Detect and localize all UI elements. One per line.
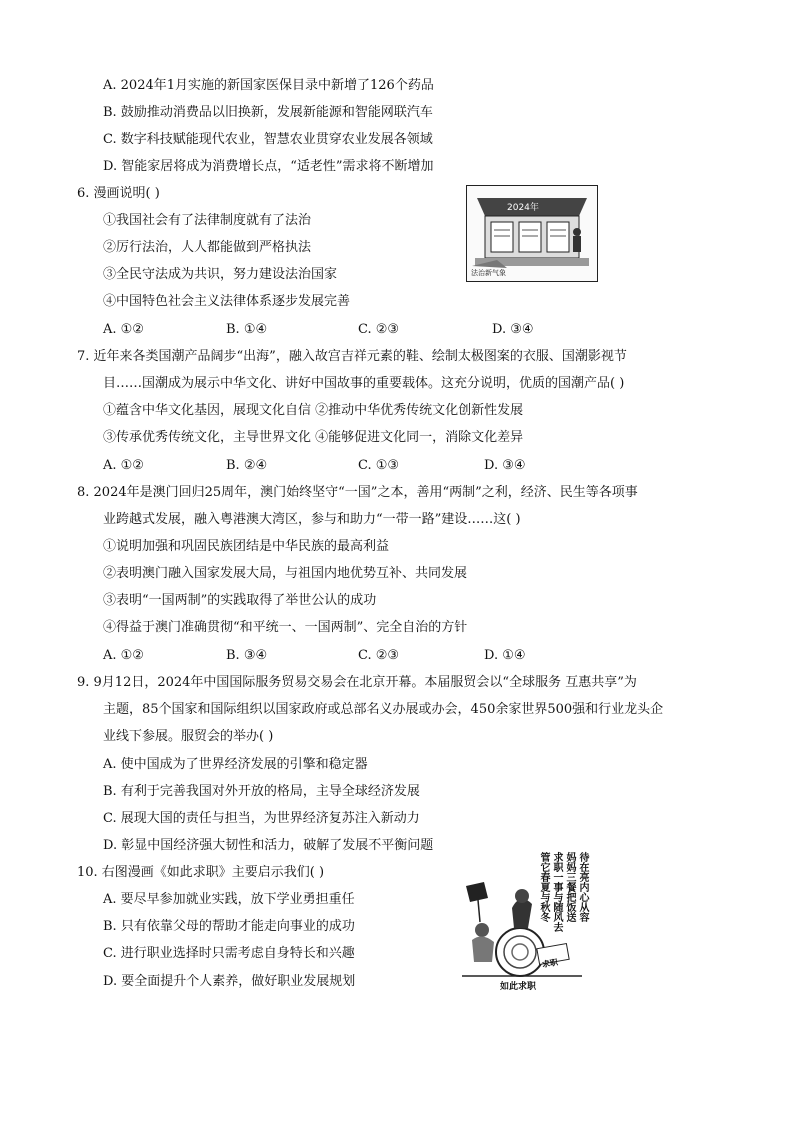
q7-items-line1: ①蕴含中华文化基因，展现文化自信 ②推动中华优秀传统文化创新性发展	[103, 403, 524, 418]
law-cartoon	[466, 185, 598, 282]
job-cartoon-poem	[538, 852, 588, 932]
poem-column-4: 管它春夏与秋冬	[538, 852, 549, 922]
q8-item-2: ②表明澳门融入国家发展大局，与祖国内地优势互补、共同发展	[103, 566, 468, 581]
q5-option-d[interactable]: D. 智能家居将成为消费增长点，“适老性”需求将不断增加	[103, 159, 434, 174]
q7-items-line2: ③传承优秀传统文化，主导世界文化 ④能够促进文化同一，消除文化差异	[103, 430, 524, 445]
q5-option-b[interactable]: B. 鼓励推动消费品以旧换新，发展新能源和智能网联汽车	[103, 105, 433, 120]
poem-column-2: 妈妈三餐把饭送	[564, 852, 575, 922]
q9-stem-line1: 9. 9月12日，2024年中国国际服务贸易交易会在北京开幕。本届服贸会以“全球服务 互惠共享”为	[77, 675, 637, 690]
q10-option-a[interactable]: A. 要尽早参加就业实践，放下学业勇担重任	[103, 892, 355, 907]
q5-option-c[interactable]: C. 数字科技赋能现代农业，智慧农业贯穿农业发展各领域	[103, 132, 433, 147]
q6-item-3: ③全民守法成为共识，努力建设法治国家	[103, 267, 338, 282]
law-cartoon-banner: 2024年	[507, 203, 539, 213]
q10-stem: 10. 右图漫画《如此求职》主要启示我们( )	[77, 865, 325, 880]
q9-option-d[interactable]: D. 彰显中国经济强大韧性和活力，破解了发展不平衡问题	[103, 838, 434, 853]
q8-option-c[interactable]: C. ②③	[358, 648, 400, 663]
q9-option-a[interactable]: A. 使中国成为了世界经济发展的引擎和稳定器	[103, 757, 368, 772]
q8-item-1: ①说明加强和巩固民族团结是中华民族的最高利益	[103, 539, 390, 554]
q6-item-1: ①我国社会有了法律制度就有了法治	[103, 213, 312, 228]
q8-stem-line1: 8. 2024年是澳门回归25周年，澳门始终坚守“一国”之本，善用“两制”之利，经济、民生等各项事	[77, 485, 638, 500]
q8-option-b[interactable]: B. ③④	[226, 648, 268, 663]
q6-stem: 6. 漫画说明( )	[77, 186, 160, 201]
q8-item-4: ④得益于澳门准确贯彻“和平统一、一国两制”、完全自治的方针	[103, 620, 468, 635]
q8-option-d[interactable]: D. ①④	[484, 648, 526, 663]
q10-option-d[interactable]: D. 要全面提升个人素养，做好职业发展规划	[103, 974, 356, 989]
job-seeking-cartoon	[458, 852, 590, 994]
q7-option-a[interactable]: A. ①②	[103, 458, 144, 473]
law-cartoon-caption: 法治新气象	[471, 269, 506, 277]
poem-column-3: 求职一事与随风去	[551, 852, 562, 932]
job-cartoon-sign: 求职	[541, 957, 559, 970]
job-cartoon-caption: 如此求职	[500, 982, 537, 992]
q7-option-c[interactable]: C. ①③	[358, 458, 400, 473]
q9-option-c[interactable]: C. 展现大国的责任与担当，为世界经济复苏注入新动力	[103, 811, 420, 826]
q5-option-a[interactable]: A. 2024年1月实施的新国家医保目录中新增了126个药品	[103, 78, 434, 93]
q6-option-a[interactable]: A. ①②	[103, 322, 144, 337]
poem-column-1: 待在亮内心从容	[577, 852, 588, 922]
q10-option-c[interactable]: C. 进行职业选择时只需考虑自身特长和兴趣	[103, 946, 355, 961]
q8-item-3: ③表明“一国两制”的实践取得了举世公认的成功	[103, 593, 377, 608]
q9-stem-line2: 主题，85个国家和国际组织以国家政府或总部名义办展或办会，450余家世界500强和行业龙头企	[103, 702, 664, 717]
q9-stem-line3: 业线下参展。服贸会的举办( )	[103, 729, 274, 744]
q6-option-d[interactable]: D. ③④	[492, 322, 534, 337]
q6-option-b[interactable]: B. ①④	[226, 322, 268, 337]
q10-option-b[interactable]: B. 只有依靠父母的帮助才能走向事业的成功	[103, 919, 355, 934]
q6-option-c[interactable]: C. ②③	[358, 322, 400, 337]
q7-stem-line2: 目……国潮成为展示中华文化、讲好中国故事的重要载体。这充分说明，优质的国潮产品( )	[103, 376, 625, 391]
q7-option-b[interactable]: B. ②④	[226, 458, 268, 473]
q6-item-2: ②厉行法治，人人都能做到严格执法	[103, 240, 312, 255]
q7-stem-line1: 7. 近年来各类国潮产品阔步“出海”，融入故宫吉祥元素的鞋、绘制太极图案的衣服、国潮影视节	[77, 349, 627, 364]
q7-option-d[interactable]: D. ③④	[484, 458, 526, 473]
q9-option-b[interactable]: B. 有利于完善我国对外开放的格局，主导全球经济发展	[103, 784, 420, 799]
q6-item-4: ④中国特色社会主义法律体系逐步发展完善	[103, 294, 351, 309]
q8-stem-line2: 业跨越式发展，融入粤港澳大湾区，参与和助力“一带一路”建设……这( )	[103, 512, 521, 527]
q8-option-a[interactable]: A. ①②	[103, 648, 144, 663]
